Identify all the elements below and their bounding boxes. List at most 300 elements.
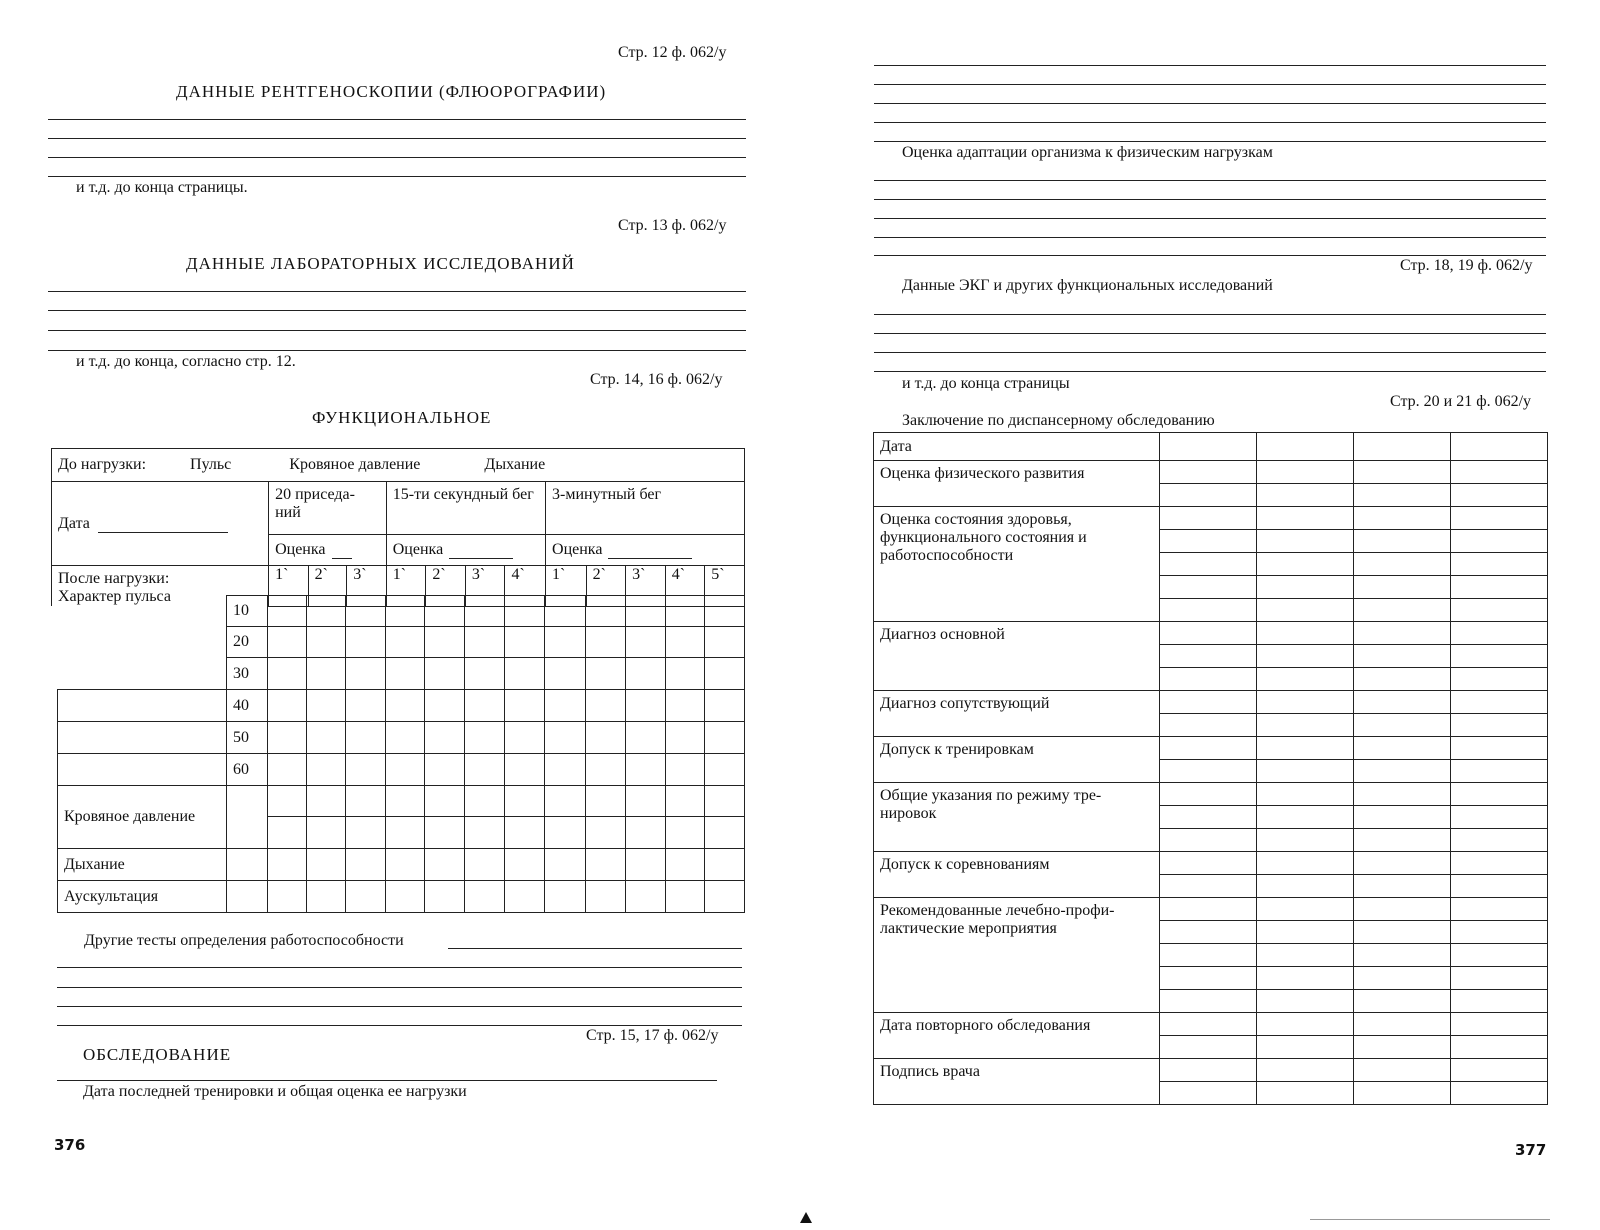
bp-cell[interactable]: [586, 786, 626, 817]
bp-cell[interactable]: [307, 786, 346, 817]
bp-cell[interactable]: [226, 786, 267, 849]
exam-line[interactable]: [57, 1080, 717, 1081]
breathing-cell[interactable]: [425, 849, 465, 881]
pulse-cell[interactable]: [665, 690, 705, 722]
pulse-cell[interactable]: [665, 596, 705, 627]
pulse-cell[interactable]: [346, 754, 386, 786]
conclusion-cell[interactable]: [1451, 875, 1548, 898]
pulse-cell[interactable]: [425, 658, 465, 690]
pulse-cell[interactable]: [307, 754, 346, 786]
auscultation-cell[interactable]: [504, 881, 545, 913]
conclusion-cell[interactable]: [1451, 921, 1548, 944]
conclusion-cell[interactable]: [1354, 760, 1451, 783]
pulse-cell[interactable]: [705, 627, 745, 658]
conclusion-cell[interactable]: [1257, 806, 1354, 829]
conclusion-cell[interactable]: [1160, 668, 1257, 691]
pulse-cell[interactable]: [385, 690, 425, 722]
scan-mark-icon: [800, 1212, 812, 1223]
pulse-cell[interactable]: [665, 754, 705, 786]
adaptation-line-1[interactable]: [874, 180, 1546, 181]
xray-line-4[interactable]: [48, 176, 746, 177]
conclusion-cell[interactable]: [1451, 553, 1548, 576]
breathing-cell[interactable]: [307, 849, 346, 881]
bp-cell[interactable]: [545, 817, 586, 849]
notes-line-3[interactable]: [874, 103, 1546, 104]
conclusion-cell[interactable]: [1451, 461, 1548, 484]
conclusion-cell[interactable]: [1354, 921, 1451, 944]
breathing-cell[interactable]: [385, 849, 425, 881]
conclusion-cell[interactable]: [1160, 1036, 1257, 1059]
conclusion-cell[interactable]: [1160, 783, 1257, 806]
pulse-cell[interactable]: [586, 658, 626, 690]
ecg-line-3[interactable]: [874, 352, 1546, 353]
pulse-cell[interactable]: [465, 596, 505, 627]
conclusion-cell[interactable]: [1160, 1082, 1257, 1105]
pulse-cell[interactable]: [425, 596, 465, 627]
adaptation-line-4[interactable]: [874, 237, 1546, 238]
breathing-cell[interactable]: [346, 849, 386, 881]
bp-cell[interactable]: [504, 817, 545, 849]
conclusion-cell[interactable]: [1354, 691, 1451, 714]
notes-line-2[interactable]: [874, 84, 1546, 85]
xray-line-3[interactable]: [48, 157, 746, 158]
pulse-cell[interactable]: [425, 690, 465, 722]
conclusion-cell[interactable]: [1160, 691, 1257, 714]
conclusion-cell[interactable]: [1160, 553, 1257, 576]
pulse-cell[interactable]: [586, 722, 626, 754]
breathing-cell[interactable]: [504, 849, 545, 881]
conclusion-cell[interactable]: [1451, 898, 1548, 921]
bp-cell[interactable]: [504, 786, 545, 817]
auscultation-cell[interactable]: [586, 881, 626, 913]
bp-cell[interactable]: [705, 817, 745, 849]
breathing-cell[interactable]: [586, 849, 626, 881]
seconds-label: 60: [226, 754, 267, 786]
pulse-cell[interactable]: [705, 658, 745, 690]
conclusion-cell[interactable]: [1451, 1059, 1548, 1082]
conclusion-cell[interactable]: [1160, 1059, 1257, 1082]
xray-continue-note: и т.д. до конца страницы.: [76, 179, 248, 196]
conclusion-cell[interactable]: [1451, 829, 1548, 852]
conclusion-cell[interactable]: [1354, 714, 1451, 737]
pulse-cell[interactable]: [267, 722, 307, 754]
auscultation-cell[interactable]: [346, 881, 386, 913]
conclusion-cell[interactable]: [1451, 668, 1548, 691]
conclusion-cell[interactable]: [1354, 944, 1451, 967]
conclusion-cell[interactable]: [1354, 967, 1451, 990]
conclusion-cell[interactable]: [1257, 1059, 1354, 1082]
breathing-header: Дыхание: [484, 456, 546, 473]
conclusion-cell[interactable]: [1354, 875, 1451, 898]
conclusion-cell[interactable]: [1160, 875, 1257, 898]
conclusion-cell[interactable]: [1354, 737, 1451, 760]
pulse-cell[interactable]: [267, 596, 307, 627]
pulse-cell[interactable]: [267, 690, 307, 722]
pulse-cell[interactable]: [586, 754, 626, 786]
row-label-re-exam-date: Дата повторного обследования: [874, 1013, 1160, 1059]
conclusion-cell[interactable]: [1257, 576, 1354, 599]
conclusion-cell[interactable]: [1257, 829, 1354, 852]
pulse-cell[interactable]: [545, 596, 586, 627]
conclusion-cell[interactable]: [1257, 484, 1354, 507]
pulse-cell[interactable]: [665, 627, 705, 658]
bp-cell[interactable]: [545, 786, 586, 817]
conclusion-cell[interactable]: [1354, 1036, 1451, 1059]
row-label-training-admission: Допуск к тренировкам: [874, 737, 1160, 783]
conclusion-cell[interactable]: [1257, 714, 1354, 737]
auscultation-cell[interactable]: [267, 881, 307, 913]
date-cell[interactable]: [52, 482, 269, 566]
pulse-cell[interactable]: [346, 658, 386, 690]
breathing-cell[interactable]: [665, 849, 705, 881]
pulse-cell[interactable]: [346, 690, 386, 722]
page-ref-14: Стр. 14, 16 ф. 062/у: [590, 371, 723, 388]
bp-cell[interactable]: [625, 817, 665, 849]
pulse-cell[interactable]: [625, 722, 665, 754]
other-tests-label: Другие тесты определения работоспособности: [84, 932, 404, 949]
conclusion-cell[interactable]: [1451, 507, 1548, 530]
pulse-cell[interactable]: [705, 690, 745, 722]
bp-cell[interactable]: [705, 786, 745, 817]
notes-line-5[interactable]: [874, 141, 1546, 142]
blood-pressure-header: Кровяное давление: [289, 456, 421, 473]
bp-cell[interactable]: [586, 817, 626, 849]
conclusion-cell[interactable]: [1354, 668, 1451, 691]
conclusion-cell[interactable]: [1160, 944, 1257, 967]
bp-cell[interactable]: [385, 786, 425, 817]
conclusion-cell[interactable]: [1354, 852, 1451, 875]
conclusion-cell[interactable]: [1354, 829, 1451, 852]
pulse-cell[interactable]: [665, 658, 705, 690]
pulse-cell[interactable]: [267, 627, 307, 658]
bp-cell[interactable]: [665, 786, 705, 817]
xray-line-2[interactable]: [48, 138, 746, 139]
minute-header: 5`: [705, 566, 745, 607]
pulse-cell[interactable]: [307, 722, 346, 754]
conclusion-cell[interactable]: [1160, 645, 1257, 668]
conclusion-cell[interactable]: [1160, 737, 1257, 760]
auscultation-cell[interactable]: [705, 881, 745, 913]
breathing-cell[interactable]: [267, 849, 307, 881]
conclusion-cell[interactable]: [1160, 852, 1257, 875]
row-label-training-regime: Общие указания по режиму тре-нировок: [874, 783, 1160, 852]
conclusion-cell[interactable]: [1257, 530, 1354, 553]
conclusion-table: [873, 432, 1548, 1105]
conclusion-cell[interactable]: [1451, 990, 1548, 1013]
bp-cell[interactable]: [665, 817, 705, 849]
conclusion-cell[interactable]: [1257, 645, 1354, 668]
other-tests-line-3[interactable]: [57, 1006, 742, 1007]
pulse-cell[interactable]: [385, 754, 425, 786]
conclusion-cell[interactable]: [1257, 783, 1354, 806]
conclusion-cell[interactable]: [1257, 898, 1354, 921]
pulse-blank: [58, 754, 227, 786]
conclusion-cell[interactable]: [1354, 806, 1451, 829]
conclusion-cell[interactable]: [1451, 737, 1548, 760]
auscultation-cell[interactable]: [425, 881, 465, 913]
pulse-cell[interactable]: [625, 627, 665, 658]
pulse-cell[interactable]: [665, 722, 705, 754]
adaptation-line-3[interactable]: [874, 218, 1546, 219]
pulse-cell[interactable]: [465, 658, 505, 690]
pulse-cell[interactable]: [705, 754, 745, 786]
lab-line-2[interactable]: [48, 310, 746, 311]
conclusion-cell[interactable]: [1160, 806, 1257, 829]
test-3min-run-header: 3-минутный бег: [546, 482, 745, 535]
pulse-cell[interactable]: [425, 754, 465, 786]
bp-cell[interactable]: [465, 786, 505, 817]
pulse-cell[interactable]: [307, 658, 346, 690]
score-cell-1[interactable]: Оценка: [269, 535, 387, 566]
conclusion-cell[interactable]: [1160, 714, 1257, 737]
pulse-cell[interactable]: [425, 627, 465, 658]
pulse-cell[interactable]: [346, 627, 386, 658]
pulse-cell[interactable]: [385, 627, 425, 658]
score-cell-2[interactable]: Оценка: [386, 535, 545, 566]
conclusion-cell[interactable]: [1257, 1036, 1354, 1059]
conclusion-cell[interactable]: [1160, 967, 1257, 990]
adaptation-line-2[interactable]: [874, 199, 1546, 200]
auscultation-cell[interactable]: [307, 881, 346, 913]
pulse-cell[interactable]: [425, 722, 465, 754]
bp-cell[interactable]: [267, 786, 307, 817]
conclusion-cell[interactable]: [1257, 461, 1354, 484]
breathing-cell[interactable]: [465, 849, 505, 881]
adaptation-line-5[interactable]: [874, 255, 1546, 256]
conclusion-cell[interactable]: [1160, 1013, 1257, 1036]
conclusion-cell[interactable]: [1160, 760, 1257, 783]
notes-line-1[interactable]: [874, 65, 1546, 66]
bp-cell[interactable]: [346, 817, 386, 849]
conclusion-cell[interactable]: [1451, 622, 1548, 645]
conclusion-cell[interactable]: [1354, 530, 1451, 553]
auscultation-cell[interactable]: [465, 881, 505, 913]
pulse-cell[interactable]: [705, 596, 745, 627]
pulse-cell[interactable]: [586, 627, 626, 658]
conclusion-cell[interactable]: [1451, 433, 1548, 461]
conclusion-cell[interactable]: [1160, 484, 1257, 507]
other-tests-line-1[interactable]: [57, 967, 742, 968]
pulse-cell[interactable]: [625, 690, 665, 722]
conclusion-cell[interactable]: [1451, 645, 1548, 668]
other-tests-line-4[interactable]: [57, 1025, 742, 1026]
conclusion-cell[interactable]: [1451, 967, 1548, 990]
conclusion-cell[interactable]: [1354, 1013, 1451, 1036]
conclusion-cell[interactable]: [1257, 1082, 1354, 1105]
conclusion-cell[interactable]: [1257, 967, 1354, 990]
row-label-health-state: Оценка состояния здоровья, функционального состояния и работоспособности: [874, 507, 1160, 622]
conclusion-cell[interactable]: [1451, 484, 1548, 507]
conclusion-cell[interactable]: [1451, 760, 1548, 783]
conclusion-cell[interactable]: [1160, 921, 1257, 944]
pulse-cell[interactable]: [504, 690, 545, 722]
bp-cell[interactable]: [465, 817, 505, 849]
pulse-cell[interactable]: [346, 596, 386, 627]
bp-cell[interactable]: [267, 817, 307, 849]
conclusion-cell[interactable]: [1257, 990, 1354, 1013]
conclusion-cell[interactable]: [1257, 622, 1354, 645]
conclusion-cell[interactable]: [1354, 553, 1451, 576]
conclusion-cell[interactable]: [1257, 433, 1354, 461]
conclusion-cell[interactable]: [1257, 599, 1354, 622]
bp-cell[interactable]: [307, 817, 346, 849]
breathing-cell[interactable]: [545, 849, 586, 881]
auscultation-cell[interactable]: [385, 881, 425, 913]
adaptation-label: Оценка адаптации организма к физическим нагрузкам: [902, 144, 1273, 161]
conclusion-cell[interactable]: [1451, 944, 1548, 967]
conclusion-cell[interactable]: [1257, 737, 1354, 760]
pulse-cell[interactable]: [307, 596, 346, 627]
pulse-cell[interactable]: [385, 658, 425, 690]
breathing-cell[interactable]: [625, 849, 665, 881]
seconds-label: 50: [226, 722, 267, 754]
row-label-secondary-diagnosis: Диагноз сопутствующий: [874, 691, 1160, 737]
pulse-cell[interactable]: [586, 690, 626, 722]
conclusion-cell[interactable]: [1354, 576, 1451, 599]
pulse-cell[interactable]: [586, 596, 626, 627]
score-cell-3[interactable]: Оценка: [546, 535, 745, 566]
pulse-cell[interactable]: [545, 627, 586, 658]
conclusion-cell[interactable]: [1451, 599, 1548, 622]
conclusion-cell[interactable]: [1354, 599, 1451, 622]
bp-cell[interactable]: [425, 786, 465, 817]
other-tests-line-2[interactable]: [57, 987, 742, 988]
conclusion-cell[interactable]: [1160, 530, 1257, 553]
conclusion-cell[interactable]: [1257, 944, 1354, 967]
conclusion-cell[interactable]: [1354, 433, 1451, 461]
other-tests-line-0[interactable]: [448, 948, 742, 949]
section-title-lab: ДАННЫЕ ЛАБОРАТОРНЫХ ИССЛЕДОВАНИЙ: [186, 254, 575, 273]
conclusion-cell[interactable]: [1160, 898, 1257, 921]
conclusion-cell[interactable]: [1160, 599, 1257, 622]
lab-line-4[interactable]: [48, 350, 746, 351]
conclusion-cell[interactable]: [1354, 622, 1451, 645]
conclusion-cell[interactable]: [1160, 622, 1257, 645]
pulse-cell[interactable]: [504, 627, 545, 658]
ecg-line-4[interactable]: [874, 371, 1546, 372]
conclusion-cell[interactable]: [1354, 645, 1451, 668]
pulse-blank: [58, 596, 227, 690]
pulse-cell[interactable]: [705, 722, 745, 754]
pulse-cell[interactable]: [545, 690, 586, 722]
conclusion-cell[interactable]: [1354, 507, 1451, 530]
conclusion-cell[interactable]: [1257, 760, 1354, 783]
conclusion-cell[interactable]: [1160, 507, 1257, 530]
pulse-cell[interactable]: [504, 658, 545, 690]
conclusion-cell[interactable]: [1354, 1082, 1451, 1105]
conclusion-cell[interactable]: [1257, 553, 1354, 576]
pulse-cell[interactable]: [545, 722, 586, 754]
conclusion-cell[interactable]: [1354, 484, 1451, 507]
test-squats-header: 20 приседа-ний: [269, 482, 387, 535]
pulse-cell[interactable]: [625, 658, 665, 690]
notes-line-4[interactable]: [874, 122, 1546, 123]
bp-cell[interactable]: [346, 786, 386, 817]
pulse-cell[interactable]: [465, 627, 505, 658]
pulse-cell[interactable]: [545, 658, 586, 690]
lab-line-1[interactable]: [48, 291, 746, 292]
pulse-cell[interactable]: [307, 690, 346, 722]
conclusion-cell[interactable]: [1451, 714, 1548, 737]
ecg-line-2[interactable]: [874, 333, 1546, 334]
auscultation-cell[interactable]: [625, 881, 665, 913]
pulse-cell[interactable]: [267, 754, 307, 786]
pulse-cell[interactable]: [385, 596, 425, 627]
conclusion-cell[interactable]: [1160, 576, 1257, 599]
conclusion-cell[interactable]: [1451, 691, 1548, 714]
auscultation-cell[interactable]: [226, 881, 267, 913]
pulse-cell[interactable]: [504, 754, 545, 786]
conclusion-cell[interactable]: [1354, 461, 1451, 484]
test-15s-run-header: 15-ти секундный бег: [386, 482, 545, 535]
pulse-cell[interactable]: [545, 754, 586, 786]
before-load-label: До нагрузки:: [58, 456, 147, 473]
pulse-cell[interactable]: [385, 722, 425, 754]
conclusion-cell[interactable]: [1354, 990, 1451, 1013]
conclusion-cell[interactable]: [1451, 852, 1548, 875]
conclusion-cell[interactable]: [1451, 1036, 1548, 1059]
pulse-cell[interactable]: [346, 722, 386, 754]
pulse-cell[interactable]: [465, 690, 505, 722]
pulse-cell[interactable]: [465, 722, 505, 754]
conclusion-cell[interactable]: [1160, 461, 1257, 484]
conclusion-cell[interactable]: [1451, 806, 1548, 829]
pulse-cell[interactable]: [625, 596, 665, 627]
conclusion-cell[interactable]: [1160, 433, 1257, 461]
row-label-date: Дата: [874, 433, 1160, 461]
conclusion-cell[interactable]: [1451, 1013, 1548, 1036]
pulse-cell[interactable]: [625, 754, 665, 786]
conclusion-cell[interactable]: [1257, 875, 1354, 898]
xray-line-1[interactable]: [48, 119, 746, 120]
auscultation-cell[interactable]: [545, 881, 586, 913]
conclusion-cell[interactable]: [1257, 921, 1354, 944]
conclusion-cell[interactable]: [1354, 1059, 1451, 1082]
conclusion-cell[interactable]: [1257, 852, 1354, 875]
conclusion-cell[interactable]: [1160, 829, 1257, 852]
conclusion-cell[interactable]: [1257, 668, 1354, 691]
pulse-cell[interactable]: [504, 596, 545, 627]
lab-line-3[interactable]: [48, 330, 746, 331]
conclusion-cell[interactable]: [1160, 990, 1257, 1013]
conclusion-cell[interactable]: [1451, 783, 1548, 806]
conclusion-cell[interactable]: [1257, 507, 1354, 530]
pulse-cell[interactable]: [504, 722, 545, 754]
conclusion-cell[interactable]: [1257, 691, 1354, 714]
breathing-cell[interactable]: [226, 849, 267, 881]
conclusion-cell[interactable]: [1354, 898, 1451, 921]
bp-cell[interactable]: [625, 786, 665, 817]
date-field[interactable]: [98, 518, 228, 533]
conclusion-cell[interactable]: [1257, 1013, 1354, 1036]
auscultation-cell[interactable]: [665, 881, 705, 913]
minute-header: 1`: [546, 566, 587, 607]
pulse-cell[interactable]: [267, 658, 307, 690]
last-training-label: Дата последней тренировки и общая оценка ее нагрузки: [83, 1083, 467, 1100]
pulse-grid: [57, 595, 745, 913]
bp-cell[interactable]: [425, 817, 465, 849]
pulse-cell[interactable]: [465, 754, 505, 786]
conclusion-cell[interactable]: [1451, 576, 1548, 599]
conclusion-cell[interactable]: [1354, 783, 1451, 806]
conclusion-cell[interactable]: [1451, 1082, 1548, 1105]
bp-cell[interactable]: [385, 817, 425, 849]
breathing-cell[interactable]: [705, 849, 745, 881]
pulse-cell[interactable]: [307, 627, 346, 658]
ecg-line-1[interactable]: [874, 314, 1546, 315]
conclusion-cell[interactable]: [1451, 530, 1548, 553]
seconds-label: 20: [226, 627, 267, 658]
